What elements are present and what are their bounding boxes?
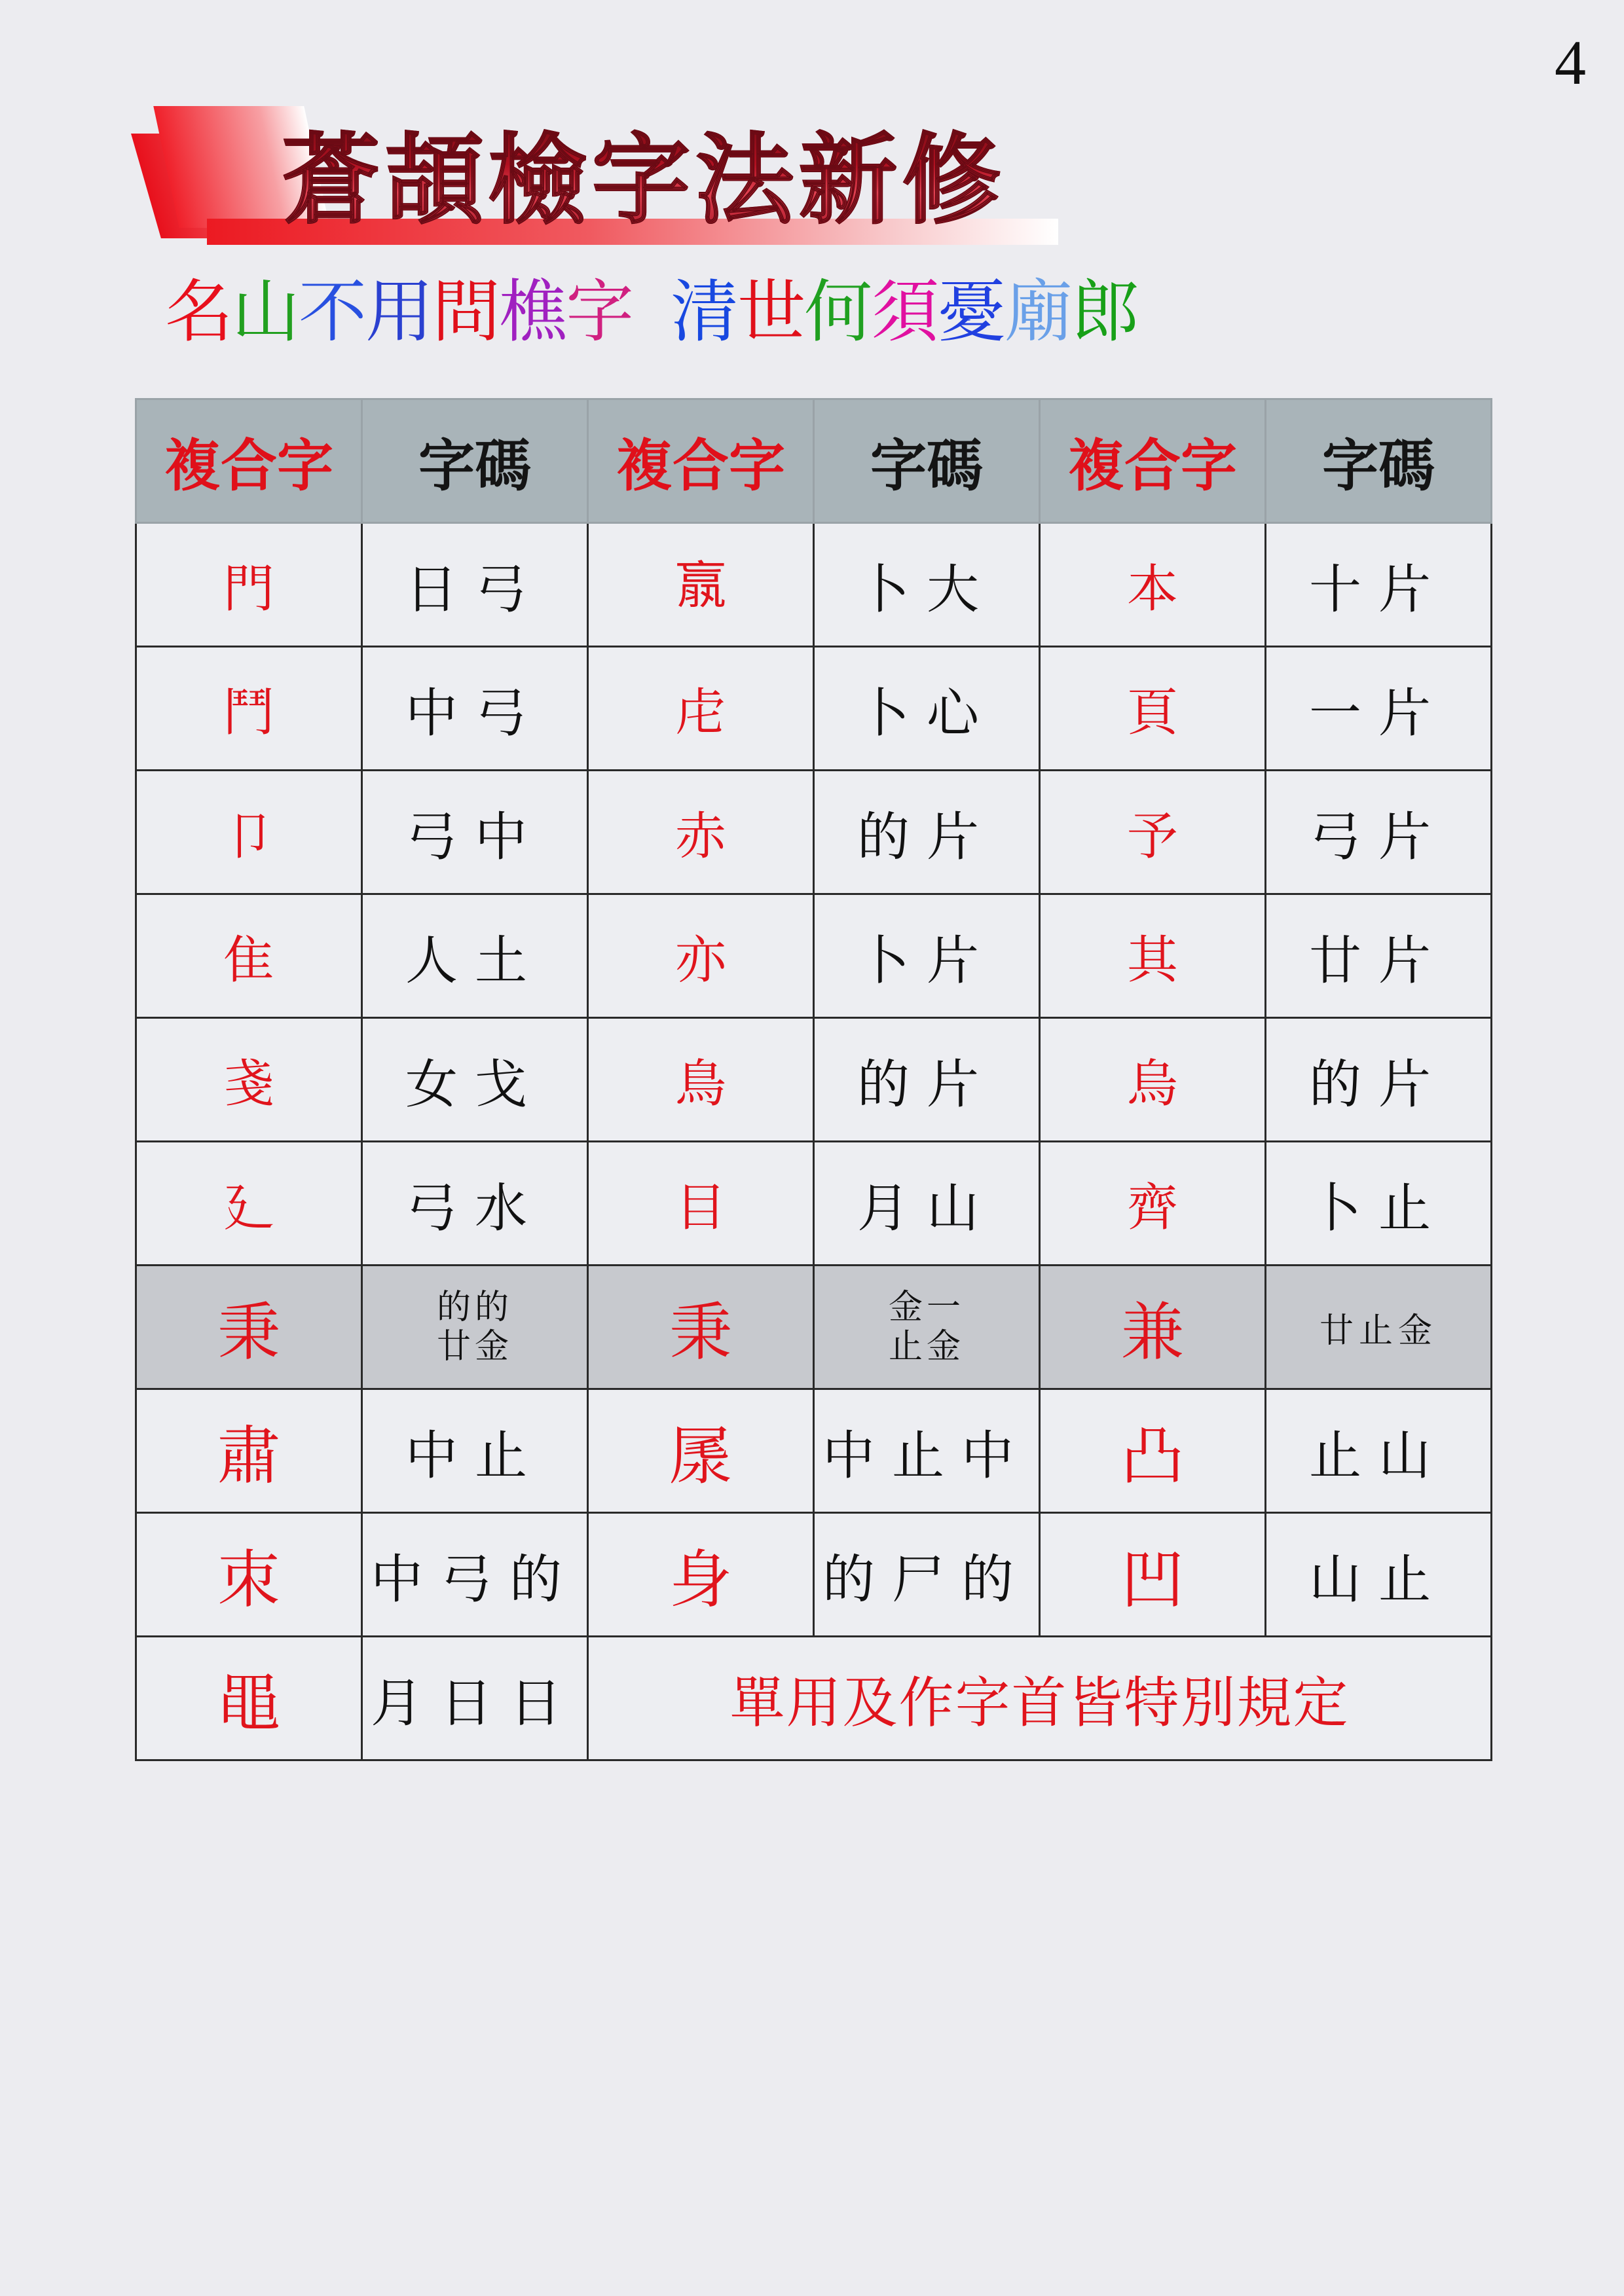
poem-char: 名	[165, 272, 232, 352]
code-cell: 人土	[362, 894, 588, 1018]
poem-char: 須	[871, 272, 938, 352]
code-cell: 中止	[362, 1389, 588, 1513]
code-cell: 廿止金	[1266, 1266, 1492, 1389]
compound-cell: 予	[1040, 771, 1266, 894]
poem-char: 憂	[938, 272, 1005, 352]
compound-cell: 凹	[1040, 1513, 1266, 1637]
poem-char: 樵	[499, 272, 566, 352]
code-cell: 的尸的	[814, 1513, 1040, 1637]
table-row	[136, 1142, 1492, 1266]
table-row-shaded	[136, 1266, 1492, 1389]
code-cell	[362, 1266, 588, 1389]
compound-cell: 凸	[1040, 1389, 1266, 1513]
code-cell: 廿片	[1266, 894, 1492, 1018]
poem-char: 廟	[1005, 272, 1072, 352]
compound-cell: 黽	[136, 1637, 362, 1760]
header-code: 字碼	[814, 399, 1040, 523]
compound-cell: 齊	[1040, 1142, 1266, 1266]
code-cell: 卜心	[814, 647, 1040, 771]
table-row	[136, 1389, 1492, 1513]
title-banner	[131, 103, 1061, 255]
page-title: 蒼頡檢字法新修	[282, 101, 1006, 242]
code-cell: 月日日	[362, 1637, 588, 1760]
page-number: 4	[1555, 27, 1586, 98]
poem-char: 何	[804, 272, 872, 352]
code-line: 金一	[888, 1288, 965, 1327]
header-code: 字碼	[1266, 399, 1492, 523]
table-row	[136, 1637, 1492, 1760]
poem-char: 郎	[1071, 272, 1139, 352]
code-cell: 的片	[1266, 1018, 1492, 1142]
compound-cell: 朿	[136, 1513, 362, 1637]
table-row	[136, 647, 1492, 771]
compound-cell: 虍	[588, 647, 814, 771]
header-compound: 複合字	[136, 399, 362, 523]
code-cell: 卜大	[814, 523, 1040, 647]
table-row	[136, 894, 1492, 1018]
compound-cell: 戔	[136, 1018, 362, 1142]
code-cell: 卜片	[814, 894, 1040, 1018]
compound-cell: 㞙	[588, 1389, 814, 1513]
compound-code-table	[135, 398, 1492, 1761]
code-cell: 十片	[1266, 523, 1492, 647]
code-cell: 的片	[814, 771, 1040, 894]
poem-char: 用	[365, 272, 433, 352]
compound-cell: 亦	[588, 894, 814, 1018]
poem-char: 山	[232, 272, 299, 352]
compound-cell: 鳥	[588, 1018, 814, 1142]
note-cell: 單用及作字首皆特別規定	[588, 1637, 1492, 1760]
code-cell: 女戈	[362, 1018, 588, 1142]
code-cell: 山止	[1266, 1513, 1492, 1637]
table-row	[136, 1513, 1492, 1637]
code-line: 廿金	[436, 1327, 513, 1366]
code-cell: 中弓	[362, 647, 588, 771]
code-cell: 弓水	[362, 1142, 588, 1266]
table-header-row	[136, 399, 1492, 523]
table-row	[136, 523, 1492, 647]
code-cell: 弓中	[362, 771, 588, 894]
poem-char: 清	[671, 272, 738, 352]
compound-cell: 秉	[588, 1266, 814, 1389]
poem-char: 世	[737, 272, 805, 352]
code-cell: 日弓	[362, 523, 588, 647]
compound-cell: 頁	[1040, 647, 1266, 771]
compound-cell: 𣎆	[588, 523, 814, 647]
code-cell: 月山	[814, 1142, 1040, 1266]
compound-cell: 門	[136, 523, 362, 647]
compound-cell: 其	[1040, 894, 1266, 1018]
compound-cell: 隹	[136, 894, 362, 1018]
header-compound: 複合字	[1040, 399, 1266, 523]
code-cell: 止山	[1266, 1389, 1492, 1513]
compound-cell: 本	[1040, 523, 1266, 647]
compound-cell: 廴	[136, 1142, 362, 1266]
header-code: 字碼	[362, 399, 588, 523]
table-row	[136, 771, 1492, 894]
code-cell: 的片	[814, 1018, 1040, 1142]
poem-char: 問	[432, 272, 500, 352]
compound-cell: 兼	[1040, 1266, 1266, 1389]
compound-cell: 卩	[136, 771, 362, 894]
code-cell: 中止中	[814, 1389, 1040, 1513]
poem-line	[165, 257, 1138, 355]
header-compound: 複合字	[588, 399, 814, 523]
code-cell: 中弓的	[362, 1513, 588, 1637]
code-line: 止金	[888, 1327, 965, 1366]
compound-cell: 目	[588, 1142, 814, 1266]
code-cell	[814, 1266, 1040, 1389]
code-cell: 一片	[1266, 647, 1492, 771]
compound-cell: 肅	[136, 1389, 362, 1513]
code-line: 的的	[436, 1288, 513, 1327]
compound-cell: 烏	[1040, 1018, 1266, 1142]
compound-cell: 赤	[588, 771, 814, 894]
poem-char: 字	[566, 272, 633, 352]
table-row	[136, 1018, 1492, 1142]
compound-cell: 身	[588, 1513, 814, 1637]
code-cell: 弓片	[1266, 771, 1492, 894]
compound-cell: 秉	[136, 1266, 362, 1389]
poem-char: 不	[299, 272, 366, 352]
code-cell: 卜止	[1266, 1142, 1492, 1266]
compound-cell: 鬥	[136, 647, 362, 771]
